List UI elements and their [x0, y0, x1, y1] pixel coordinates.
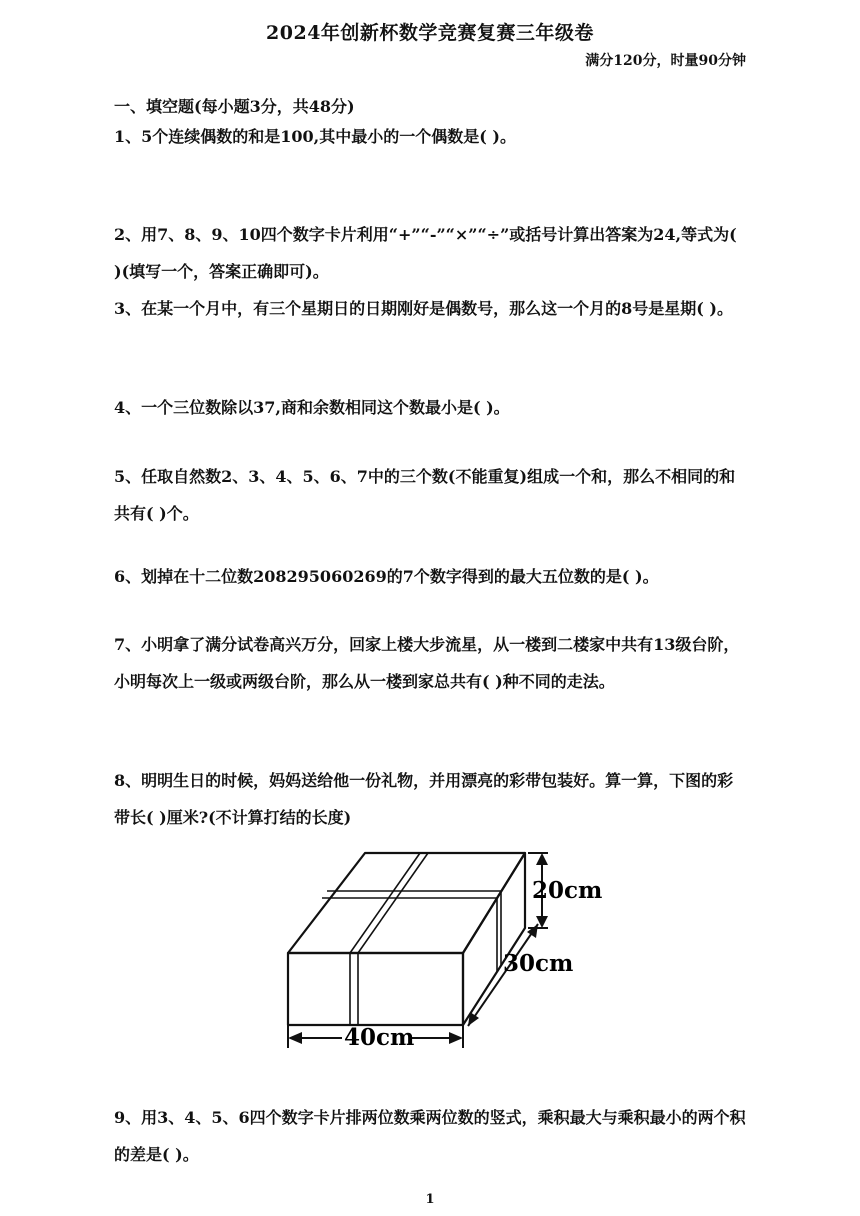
ribbon-top-long-b: [358, 853, 428, 953]
box-front-face: [288, 953, 463, 1025]
question-1: 1、5个连续偶数的和是100,其中最小的一个偶数是( )。: [114, 127, 516, 146]
box-top-face: [288, 853, 525, 953]
section-heading: 一、填空题(每小题3分，共48分): [114, 97, 355, 116]
question-4: 4、一个三位数除以37,商和余数相同这个数最小是( )。: [114, 398, 510, 417]
question-8: 8、明明生日的时候，妈妈送给他一份礼物，并用漂亮的彩带包装好。算一算，下图的彩带长( )厘米?(不计算打结的长度): [114, 771, 734, 827]
question-3: 3、在某一个月中，有三个星期日的日期刚好是偶数号，那么这一个月的8号是星期( )。: [114, 299, 733, 318]
box-diagram: [270, 838, 610, 1063]
ribbon-top-long-a: [350, 853, 420, 953]
question-2: 2、用7、8、9、10四个数字卡片利用“+”“-”“×”“÷”或括号计算出答案为24,等式为( )(填写一个，答案正确即可)。: [114, 225, 737, 281]
exam-title: 2024年创新杯数学竞赛复赛三年级卷: [266, 22, 594, 44]
box-right-face: [463, 853, 525, 1025]
question-7: 7、小明拿了满分试卷高兴万分，回家上楼大步流星，从一楼到二楼家中共有13级台阶，小明每次上一级或两级台阶，那么从一楼到家总共有( )种不同的走法。: [114, 635, 740, 691]
height-label: 20cm: [532, 877, 603, 904]
depth-label: 30cm: [503, 950, 574, 977]
exam-meta: 满分120分，时量90分钟: [585, 53, 746, 69]
width-label: 40cm: [344, 1024, 415, 1051]
question-5: 5、任取自然数2、3、4、5、6、7中的三个数(不能重复)组成一个和，那么不相同的和共有( )个。: [114, 467, 736, 523]
gift-box-figure: [270, 838, 610, 1063]
question-6: 6、划掉在十二位数208295060269的7个数字得到的最大五位数的是( )。: [114, 567, 659, 586]
page-number: 1: [425, 1192, 435, 1207]
question-9: 9、用3、4、5、6四个数字卡片排两位数乘两位数的竖式，乘积最大与乘积最小的两个积的差是( )。: [114, 1108, 746, 1164]
